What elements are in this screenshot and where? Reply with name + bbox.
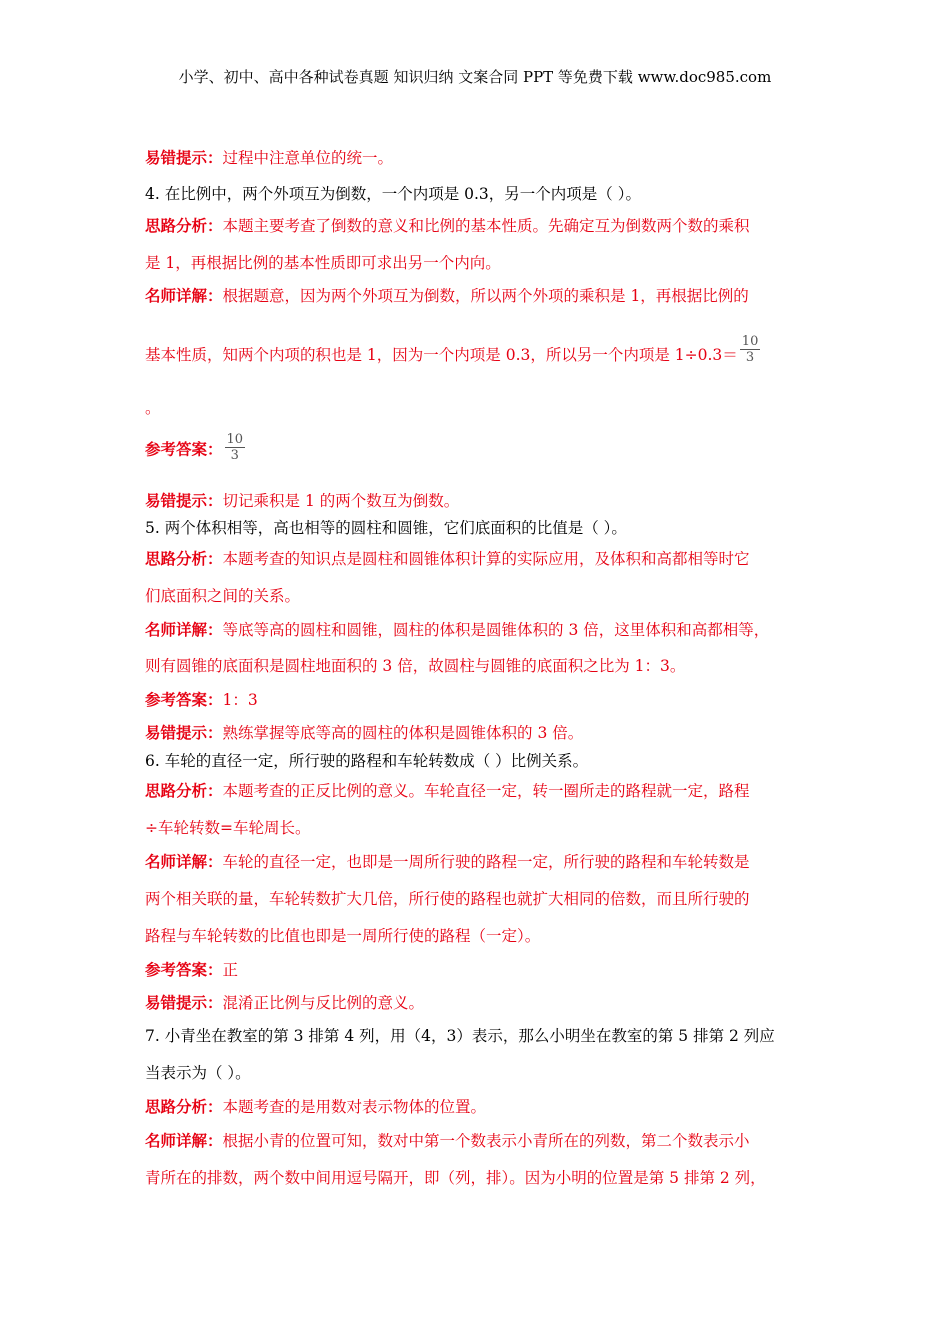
- detail-text-cont: 两个相关联的量，车轮转数扩大几倍，所行使的路程也就扩大相同的倍数，而且所行驶的: [145, 890, 750, 908]
- answer-text: 1：3: [222, 691, 258, 709]
- analysis-label: 思路分析：: [145, 217, 223, 235]
- answer-fraction-numerator: 10: [226, 432, 244, 447]
- analysis-line: [145, 1097, 825, 1117]
- detail-line: [145, 620, 825, 640]
- detail-line: [145, 852, 825, 872]
- analysis-label: 思路分析：: [145, 1098, 223, 1116]
- detail-line: [145, 1131, 825, 1151]
- error-tip-line: [145, 993, 825, 1013]
- analysis-text-cont: 是 1，再根据比例的基本性质即可求出另一个内向。: [145, 254, 501, 272]
- question-7-cont: 当表示为（ ）。: [145, 1064, 251, 1082]
- question-6: 6. 车轮的直径一定，所行驶的路程和车轮转数成（ ）比例关系。: [145, 752, 589, 770]
- detail-label: 名师详解：: [145, 853, 223, 871]
- detail-label: 名师详解：: [145, 1132, 223, 1150]
- error-tip-label: 易错提示：: [145, 149, 223, 167]
- detail-text-cont: 路程与车轮转数的比值也即是一周所行使的路程（一定）。: [145, 927, 541, 945]
- error-tip-line: [145, 723, 825, 743]
- analysis-text-cont: 们底面积之间的关系。: [145, 587, 301, 605]
- analysis-text: 本题考查的知识点是圆柱和圆锥体积计算的实际应用，及体积和高都相等时它: [222, 550, 750, 568]
- detail-text: 车轮的直径一定，也即是一周所行驶的路程一定，所行驶的路程和车轮转数是: [222, 853, 750, 871]
- answer-line: [145, 432, 825, 463]
- answer-label: 参考答案：: [145, 691, 223, 709]
- answer-fraction-denominator: 3: [230, 448, 239, 463]
- error-tip-text: 熟练掌握等底等高的圆柱的体积是圆锥体积的 3 倍。: [222, 724, 584, 742]
- error-tip-label: 易错提示：: [145, 994, 223, 1012]
- error-tip-text: 混淆正比例与反比例的意义。: [222, 994, 425, 1012]
- detail-text-cont: 青所在的排数，两个数中间用逗号隔开，即（列，排）。因为小明的位置是第 5 排第 2 列，: [145, 1169, 766, 1187]
- fraction: [740, 334, 761, 365]
- analysis-text: 本题考查的是用数对表示物体的位置。: [222, 1098, 487, 1116]
- question-5: 5. 两个体积相等，高也相等的圆柱和圆锥，它们底面积的比值是（ ）。: [145, 519, 627, 537]
- answer-text: 正: [222, 961, 239, 979]
- fraction-denominator: 3: [745, 349, 755, 365]
- error-tip-label: 易错提示：: [145, 492, 223, 510]
- error-tip-text: 切记乘积是 1 的两个数互为倒数。: [222, 492, 460, 510]
- analysis-text: 本题主要考查了倒数的意义和比例的基本性质。先确定互为倒数两个数的乘积: [222, 217, 750, 235]
- analysis-line: [145, 549, 825, 569]
- answer-fraction: [225, 432, 246, 463]
- analysis-text-cont: ÷车轮转数=车轮周长。: [145, 819, 311, 837]
- analysis-label: 思路分析：: [145, 782, 223, 800]
- detail-text-cont: [145, 333, 825, 365]
- detail-text-end: 。: [145, 399, 161, 417]
- detail-text: 等底等高的圆柱和圆锥，圆柱的体积是圆锥体积的 3 倍，这里体积和高都相等，: [222, 621, 770, 639]
- answer-line: [145, 960, 825, 980]
- question-7: 7. 小青坐在教室的第 3 排第 4 列，用（4，3）表示，那么小明坐在教室的第 5 排第 2 列应: [145, 1027, 775, 1045]
- answer-line: [145, 690, 825, 710]
- analysis-label: 思路分析：: [145, 550, 223, 568]
- answer-label: 参考答案：: [145, 440, 223, 459]
- fraction-numerator: 10: [741, 333, 759, 349]
- analysis-text: 本题考查的正反比例的意义。车轮直径一定，转一圈所走的路程就一定，路程: [222, 782, 750, 800]
- analysis-line: [145, 781, 825, 801]
- detail-text-cont: 则有圆锥的底面积是圆柱地面积的 3 倍，故圆柱与圆锥的底面积之比为 1：3。: [145, 657, 686, 675]
- answer-label: 参考答案：: [145, 961, 223, 979]
- detail-text-body: 基本性质，知两个内项的积也是 1，因为一个内项是 0.3，所以另一个内项是 1÷0.3＝: [145, 346, 738, 364]
- error-tip-label: 易错提示：: [145, 724, 223, 742]
- error-tip-line: [145, 491, 825, 511]
- analysis-line: [145, 216, 825, 236]
- detail-text: 根据题意，因为两个外项互为倒数，所以两个外项的乘积是 1，再根据比例的: [222, 287, 749, 305]
- error-tip-text: 过程中注意单位的统一。: [222, 149, 394, 167]
- error-tip-line: [145, 148, 825, 168]
- detail-label: 名师详解：: [145, 287, 223, 305]
- question-4: 4. 在比例中，两个外项互为倒数，一个内项是 0.3，另一个内项是（ ）。: [145, 185, 641, 203]
- detail-line: [145, 286, 825, 306]
- detail-label: 名师详解：: [145, 621, 223, 639]
- detail-text: 根据小青的位置可知，数对中第一个数表示小青所在的列数，第二个数表示小: [222, 1132, 750, 1150]
- page-header: 小学、初中、高中各种试卷真题 知识归纳 文案合同 PPT 等免费下载 www.doc985.com: [178, 68, 772, 86]
